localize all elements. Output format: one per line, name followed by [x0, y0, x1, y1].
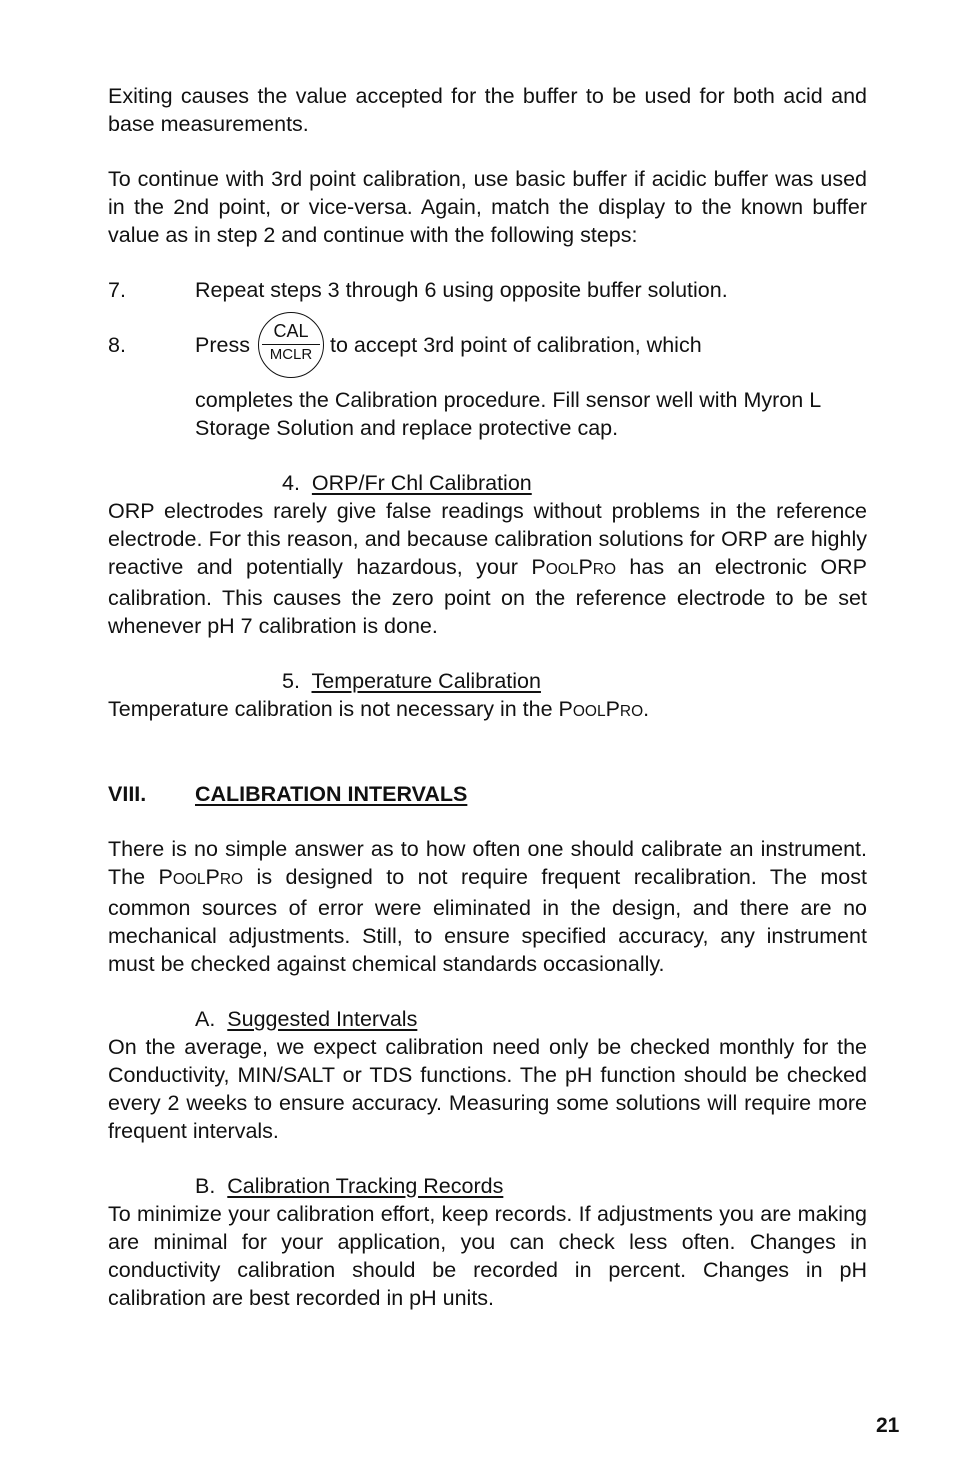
button-label-cal: CAL [273, 321, 309, 341]
body-text: has an electronic ORP calibration. This causes the zero point on the reference electrode to be set whenever pH 7 calibration is done. [108, 555, 867, 638]
body-text: Temperature calibration is not necessary in the [108, 697, 559, 721]
section-title: ORP/Fr Chl Calibration [311, 471, 532, 495]
body-text: is designed to not require frequent recalibration. The most common sources of error were eliminated in the design, and there are no mechanical adjustments. Still, to ensure specified accuracy, any instrument must be checked against chemical standards occasionally. [108, 865, 867, 976]
paragraph-exit: Exiting causes the value accepted for the buffer to be used for both acid and base measurements. [108, 84, 867, 136]
step-text-after: to accept 3rd point of calibration, which [329, 333, 702, 357]
section-b-heading [108, 1172, 867, 1200]
cal-mclr-button-icon [258, 312, 324, 378]
section-b-body: To minimize your calibration effort, keep records. If adjustments you are making are minimal for your application, you can check less often. Changes in conductivity calibration should be recorded in percent. Changes in pH calibration are best recorded in pH units. [108, 1202, 867, 1310]
section-number: VIII. [108, 782, 147, 806]
section-viii-body [108, 835, 867, 978]
section-title: Calibration Tracking Records [227, 1174, 504, 1198]
step-number: 8. [108, 333, 126, 357]
section-number: 5. [282, 669, 300, 693]
section-4-heading [108, 469, 867, 497]
button-divider [262, 344, 320, 345]
body-text: ORP electrodes rarely give false readings without problems in the reference electrode. For this reason, and because calibration solutions for ORP are highly reactive and potentially hazardous, your [108, 499, 867, 579]
body-text: . [643, 697, 650, 721]
section-title: CALIBRATION INTERVALS [195, 782, 468, 806]
step-number: 7. [108, 278, 126, 302]
button-label-mclr: MCLR [269, 346, 313, 363]
page-number: 21 [876, 1414, 900, 1437]
section-title: Temperature Calibration [311, 669, 541, 693]
section-number: A. [195, 1007, 216, 1031]
section-4-body [108, 497, 867, 640]
body-text: There is no simple answer as to how often one should calibrate an instrument. The [108, 837, 867, 889]
section-5-heading [108, 667, 867, 695]
section-title: Suggested Intervals [227, 1007, 418, 1031]
section-viii-heading [108, 780, 867, 808]
step-text-before: Press [195, 333, 250, 357]
brand-name: POOLPRO [531, 555, 616, 579]
paragraph-continue: To continue with 3rd point calibration, use basic buffer if acidic buffer was used in the 2nd point, or vice-versa. Again, match the display to the known buffer value as in step 2 and continue with the following steps: [108, 167, 867, 247]
section-number: 4. [282, 471, 300, 495]
brand-name: POOLPRO [558, 697, 644, 721]
step-8-continuation: completes the Calibration procedure. Fill sensor well with Myron L Storage Solution and replace protective cap. [195, 388, 821, 440]
section-5-body [108, 695, 867, 726]
section-a-heading [108, 1005, 867, 1033]
brand-name: POOLPRO [158, 865, 244, 889]
section-a-body: On the average, we expect calibration need only be checked monthly for the Conductivity, MIN/SALT or TDS functions. The pH function should be checked every 2 weeks to ensure accuracy. Measuring some solutions will require more frequent intervals. [108, 1035, 867, 1143]
manual-page [108, 82, 867, 1312]
section-number: B. [195, 1174, 216, 1198]
step-7 [108, 276, 867, 304]
step-text: Repeat steps 3 through 6 using opposite buffer solution. [195, 278, 728, 302]
